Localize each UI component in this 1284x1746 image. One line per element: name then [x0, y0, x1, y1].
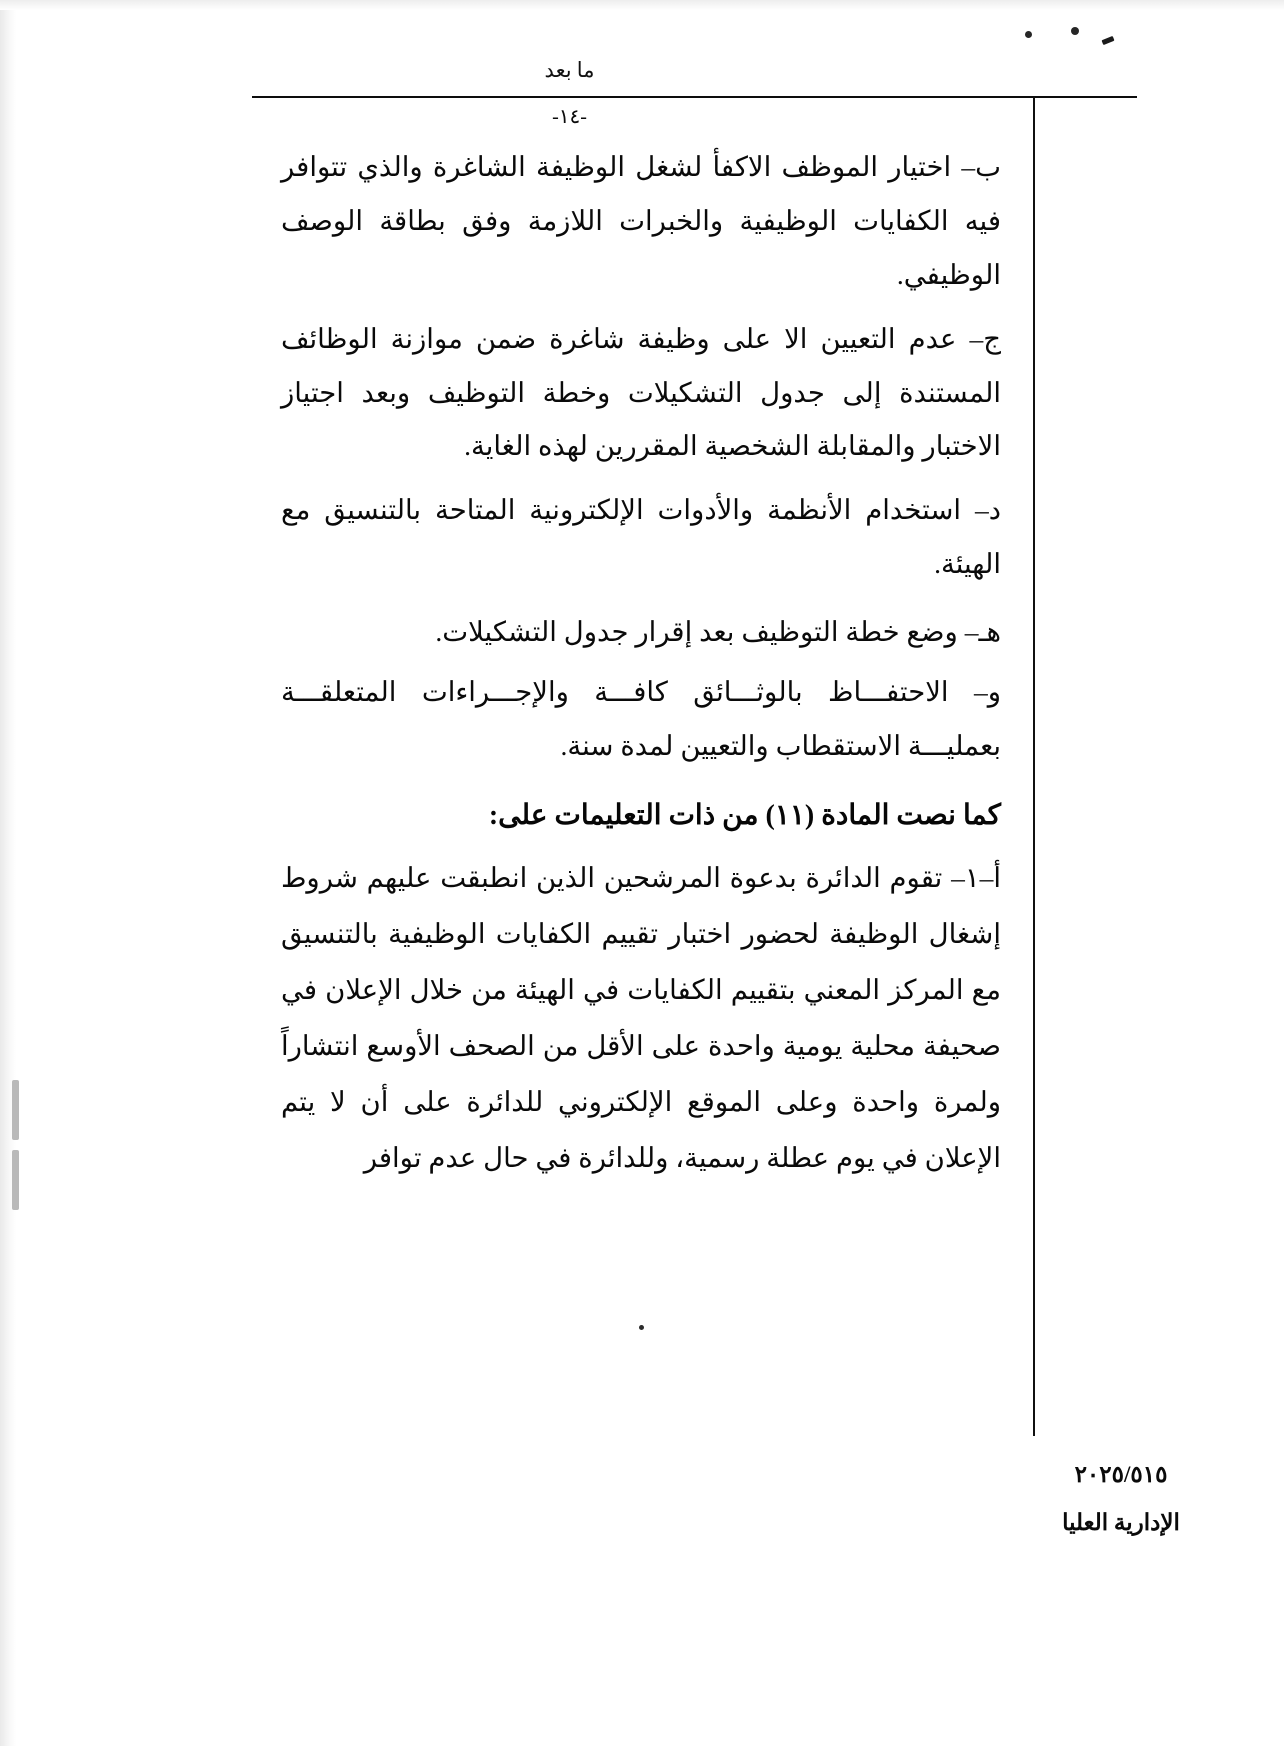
clause-paragraph-d — [281, 483, 1001, 591]
scan-speck — [1071, 27, 1079, 35]
clause-text-j: عدم التعيين الا على وظيفة شاغرة ضمن موازنة الوظائف المستندة إلى جدول التشكيلات وخطة التوظيف وبعد اجتياز الاختبار والمقابلة الشخصية المقررين لهذه الغاية. — [281, 322, 1001, 462]
right-margin-vertical-rule — [1033, 96, 1035, 1436]
clause-text-b: اختيار الموظف الاكفأ لشغل الوظيفة الشاغرة والذي تتوافر فيه الكفايات الوظيفية والخبرات اللازمة وفق بطاقة الوصف الوظيفي. — [281, 151, 1001, 290]
clause-marker-a1: أ–١– — [951, 861, 1001, 893]
clause-text-a1: تقوم الدائرة بدعوة المرشحين الذين انطبقت عليهم شروط إشغال الوظيفة لحضور اختبار تقييم الكفايات الوظيفية بالتنسيق مع المركز المعني بتقييم الكفايات في الهيئة من خلال الإعلان في صحيفة محلية يومية واحدة على الأقل من الصحف الأوسع انتشاراً ولمرة واحدة وعلى الموقع الإلكتروني للدائرة على أن لا يتم الإعلان في يوم عطلة رسمية، وللدائرة في حال عدم توافر — [281, 861, 1001, 1174]
clause-paragraph-h — [281, 605, 1001, 659]
header-continued-note: ما بعد — [544, 58, 595, 82]
case-number: ٢٠٢٥/٥١٥ — [1074, 1462, 1168, 1487]
scan-artifact-mark — [12, 1080, 19, 1140]
clause-paragraph-w — [281, 665, 1001, 773]
scan-speck — [1025, 31, 1032, 38]
scan-edge-top — [0, 0, 1284, 10]
clause-paragraph-b — [281, 140, 1001, 302]
footer-stamp — [1036, 1462, 1206, 1536]
clause-text-d: استخدام الأنظمة والأدوات الإلكترونية المتاحة بالتنسيق مع الهيئة. — [281, 494, 1001, 580]
clause-marker-b: ب– — [961, 151, 1001, 182]
page-number: -١٤- — [552, 106, 587, 128]
scan-speck — [1102, 36, 1115, 45]
court-office-name: الإدارية العليا — [1062, 1510, 1180, 1535]
scan-edge-left — [0, 0, 16, 1746]
scan-artifact-mark — [12, 1150, 19, 1210]
document-body — [281, 140, 1001, 1189]
header-divider-rule — [252, 96, 1137, 98]
article-reference-heading: كما نصت المادة (١١) من ذات التعليمات على: — [488, 799, 1001, 831]
clause-marker-h: هـ– — [964, 616, 1001, 648]
clause-marker-w: و– — [973, 676, 1001, 708]
clause-paragraph-a1 — [281, 850, 1001, 1187]
clause-text-h: وضع خطة التوظيف بعد إقرار جدول التشكيلات. — [435, 616, 965, 648]
clause-marker-d: د– — [975, 494, 1001, 526]
clause-paragraph-j — [281, 312, 1001, 474]
scan-speck — [639, 1325, 644, 1330]
clause-marker-j: ج– — [969, 322, 1001, 354]
clause-text-w: الاحتفـــاظ بالوثـــائق كافـــة والإجـــراءات المتعلقـــة بعمليـــة الاستقطاب والتعيين لمدة سنة. — [281, 676, 1001, 761]
